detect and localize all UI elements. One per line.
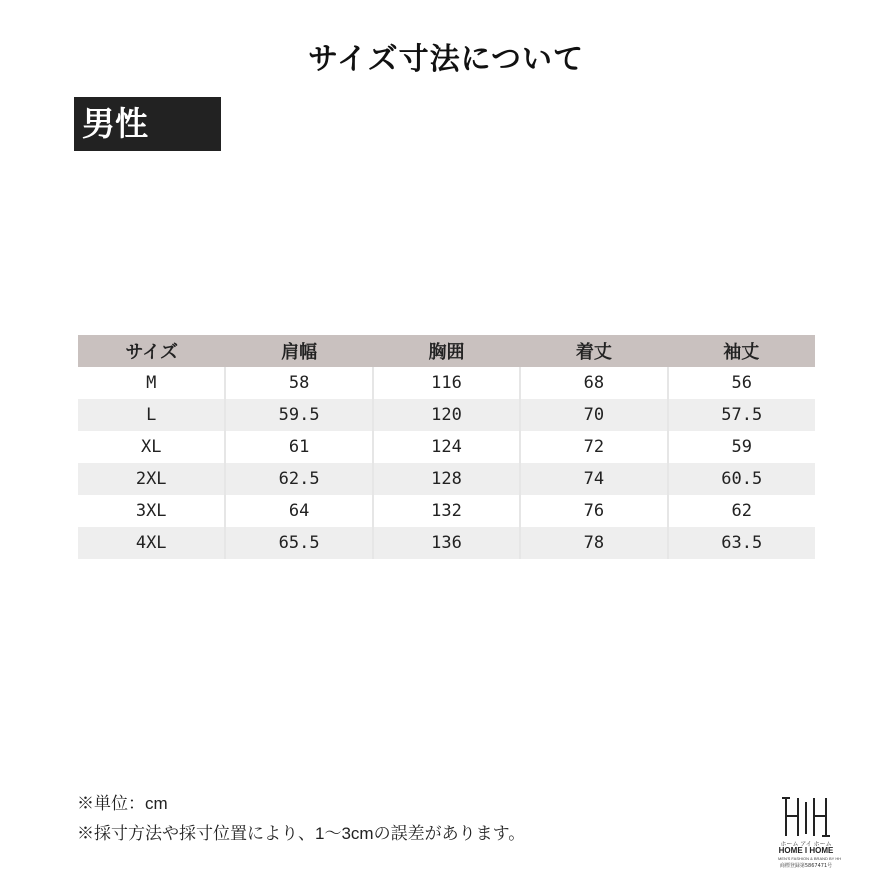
table-cell: 2XL bbox=[78, 463, 225, 495]
unit-note: ※単位：cm bbox=[77, 794, 168, 813]
table-cell: 57.5 bbox=[668, 399, 815, 431]
header-chest: 胸囲 bbox=[373, 335, 520, 367]
table-row bbox=[78, 431, 815, 463]
table-row bbox=[78, 399, 815, 431]
header-shoulder-width: 肩幅 bbox=[225, 335, 372, 367]
notes bbox=[77, 789, 525, 849]
table-cell: 62.5 bbox=[225, 463, 372, 495]
brand-logo bbox=[778, 794, 842, 874]
table-cell: 116 bbox=[373, 367, 520, 399]
table-cell: 74 bbox=[520, 463, 667, 495]
table-cell: 56 bbox=[668, 367, 815, 399]
table-header-row bbox=[78, 335, 815, 367]
table-cell: 63.5 bbox=[668, 527, 815, 559]
logo-kana: ホーム アイ ホーム bbox=[780, 841, 832, 848]
table-cell: XL bbox=[78, 431, 225, 463]
header-length: 着丈 bbox=[520, 335, 667, 367]
table-cell: 60.5 bbox=[668, 463, 815, 495]
page-title: サイズ寸法について bbox=[308, 42, 584, 77]
table-cell: 124 bbox=[373, 431, 520, 463]
table-cell: 128 bbox=[373, 463, 520, 495]
size-table bbox=[78, 335, 815, 559]
table-cell: 59 bbox=[668, 431, 815, 463]
header-sleeve-length: 袖丈 bbox=[668, 335, 815, 367]
table-cell: 68 bbox=[520, 367, 667, 399]
header-size: サイズ bbox=[78, 335, 225, 367]
logo-mark-icon bbox=[778, 794, 834, 840]
table-cell: M bbox=[78, 367, 225, 399]
disclaimer-note: ※採寸方法や採寸位置により、1～3cmの誤差があります。 bbox=[77, 824, 526, 843]
table-cell: 61 bbox=[225, 431, 372, 463]
table-cell: 78 bbox=[520, 527, 667, 559]
table-row bbox=[78, 463, 815, 495]
table-cell: 64 bbox=[225, 495, 372, 527]
table-cell: 70 bbox=[520, 399, 667, 431]
table-cell: 3XL bbox=[78, 495, 225, 527]
table-cell: 62 bbox=[668, 495, 815, 527]
table-row bbox=[78, 367, 815, 399]
table-row bbox=[78, 527, 815, 559]
table-row bbox=[78, 495, 815, 527]
table-cell: 58 bbox=[225, 367, 372, 399]
table-cell: 132 bbox=[373, 495, 520, 527]
table-cell: 136 bbox=[373, 527, 520, 559]
table-cell: 120 bbox=[373, 399, 520, 431]
table-cell: L bbox=[78, 399, 225, 431]
table-cell: 59.5 bbox=[225, 399, 372, 431]
table-cell: 65.5 bbox=[225, 527, 372, 559]
table-cell: 4XL bbox=[78, 527, 225, 559]
logo-name: HOME I HOME bbox=[778, 846, 834, 855]
logo-registration: 商標登録第5867471号 bbox=[779, 863, 833, 869]
table-cell: 76 bbox=[520, 495, 667, 527]
table-cell: 72 bbox=[520, 431, 667, 463]
gender-label: 男性 bbox=[74, 97, 221, 151]
logo-tagline: MEN'S FASHION & BRAND BY HH bbox=[778, 856, 842, 861]
